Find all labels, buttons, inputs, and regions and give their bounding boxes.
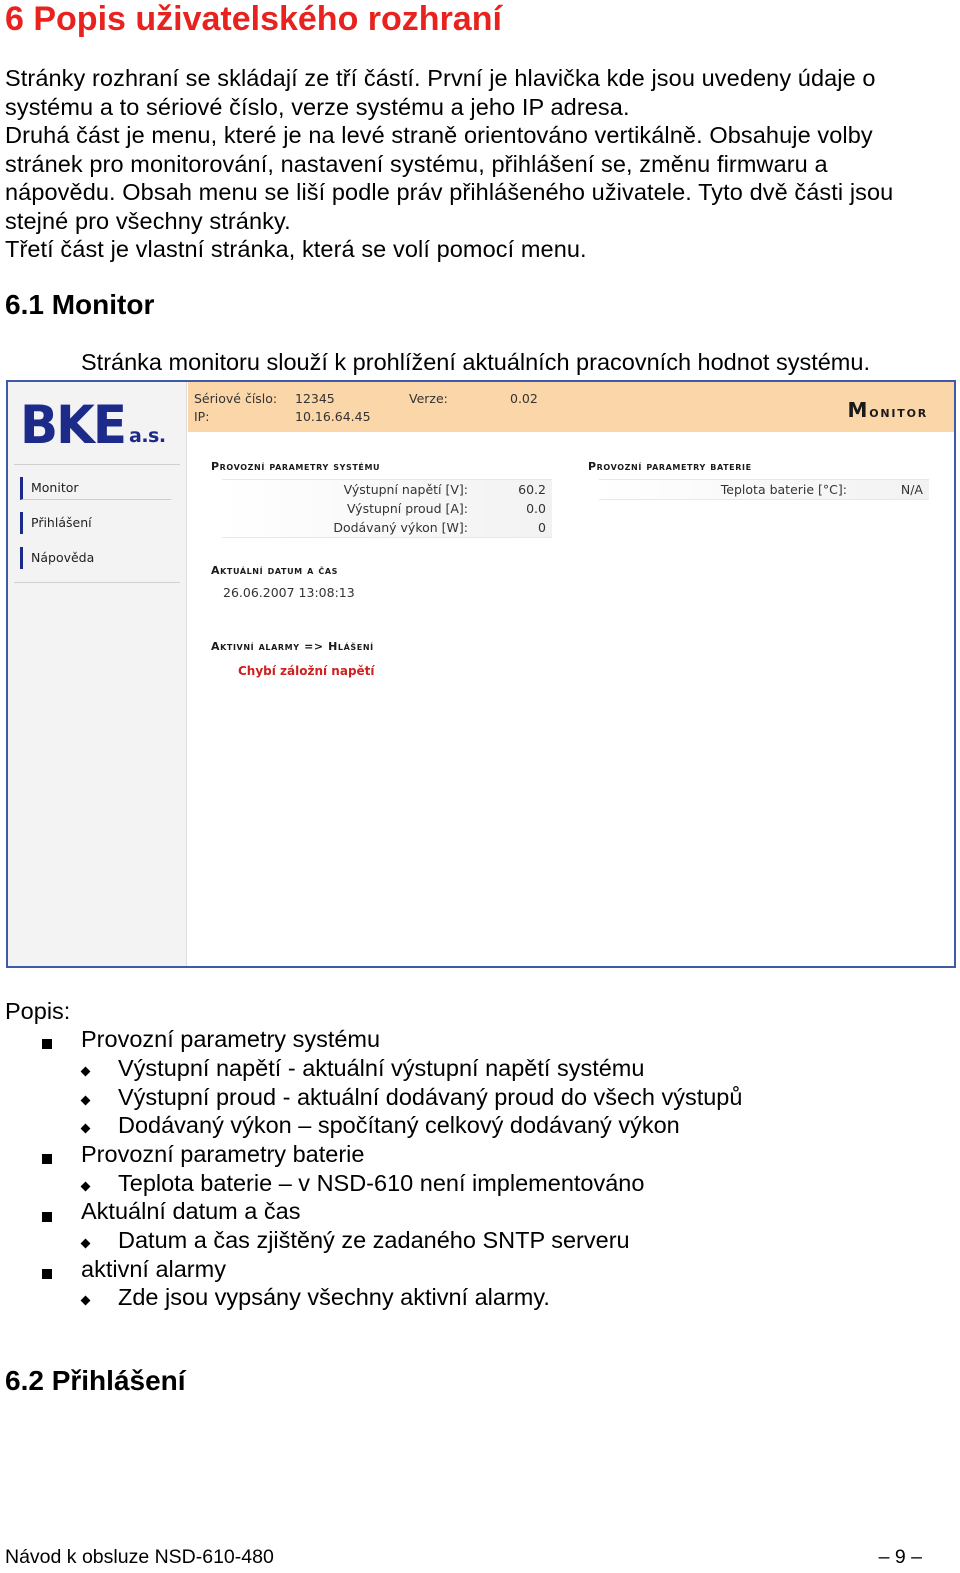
list-item: Zde jsou vypsány všechny aktivní alarmy. [118,1284,550,1310]
list-item: Teplota baterie – v NSD-610 není implementováno [118,1170,645,1196]
table-row: Dodávaný výkon [W]: 0 [222,518,552,537]
figure-caption: Stránka monitoru slouží k prohlížení aktuálních pracovních hodnot systému. [81,349,870,375]
section-title-login: 6.2 Přihlášení [5,1365,186,1396]
section-title-monitor: 6.1 Monitor [5,289,155,320]
square-bullet-icon [42,1212,52,1222]
version-value: 0.02 [510,391,538,406]
ip-value: 10.16.64.45 [295,409,371,424]
intro-line: Třetí část je vlastní stránka, která se volí pomocí menu. [5,236,587,262]
footer-page-number: – 9 – [878,1546,922,1568]
alarms-title: Aktivní alarmy => Hlášení [211,640,374,653]
list-item: Výstupní napětí - aktuální výstupní napětí systému [118,1055,645,1081]
diamond-bullet-icon [81,1182,91,1192]
diamond-bullet-icon [81,1296,91,1306]
datetime-title: Aktuální datum a čas [211,564,339,577]
intro-line: Stránky rozhraní se skládají ze tří částí. První je hlavička kde jsou uvedeny údaje o [5,65,876,91]
system-params-table [222,479,552,538]
sidebar-item-help[interactable]: Nápověda [20,547,171,569]
square-bullet-icon [42,1039,52,1049]
diamond-bullet-icon [81,1067,91,1077]
list-item: Provozní parametry systému [81,1026,381,1052]
intro-line: systému a to sériové číslo, verze systému a jeho IP adresa. [5,93,630,120]
description-title: Popis: [5,998,71,1024]
intro-line: Druhá část je menu, které je na levé straně orientováno vertikálně. Obsahuje volby [5,122,873,148]
intro-line: stejné pro všechny stránky. [5,207,291,234]
page-title: Monitor [847,398,928,422]
square-bullet-icon [42,1154,52,1164]
sidebar [8,382,187,966]
ip-label: IP: [194,409,210,424]
table-row: Výstupní proud [A]: 0.0 [222,499,552,518]
sidebar-item-monitor[interactable]: Monitor [20,477,171,500]
square-bullet-icon [42,1269,52,1279]
serial-value: 12345 [295,391,335,406]
battery-params-title: Provozní parametry baterie [588,460,752,473]
battery-params-table [599,479,929,500]
monitor-screenshot [6,380,956,968]
alarm-item: Chybí záložní napětí [238,664,375,678]
list-item: Provozní parametry baterie [81,1141,365,1167]
diamond-bullet-icon [81,1096,91,1106]
table-row: Teplota baterie [°C]: N/A [599,480,929,499]
header-bar [188,382,954,432]
serial-label: Sériové číslo: [194,391,278,406]
list-item: Aktuální datum a čas [81,1198,301,1224]
intro-line: stránek pro monitorování, nastavení systému, přihlášení se, změnu firmwaru a [5,150,828,177]
list-item: Datum a čas zjištěný ze zadaného SNTP serveru [118,1227,630,1253]
chapter-heading: 6 Popis uživatelského rozhraní [5,0,502,38]
footer-doc-title: Návod k obsluze NSD-610-480 [5,1546,274,1568]
sidebar-item-login[interactable]: Přihlášení [20,512,171,534]
list-item: Dodávaný výkon – spočítaný celkový dodávaný výkon [118,1112,680,1138]
list-item: Výstupní proud - aktuální dodávaný proud do všech výstupů [118,1084,743,1110]
sidebar-divider [14,464,180,465]
bke-logo: BKE a.s. [20,394,166,456]
intro-line: nápovědu. Obsah menu se liší podle práv přihlášeného uživatele. Tyto dvě části jsou [5,179,894,205]
datetime-value: 26.06.2007 13:08:13 [223,585,355,600]
sidebar-divider [14,582,180,583]
diamond-bullet-icon [81,1239,91,1249]
diamond-bullet-icon [81,1124,91,1134]
system-params-title: Provozní parametry systému [211,460,381,473]
version-label: Verze: [409,391,448,406]
table-row: Výstupní napětí [V]: 60.2 [222,480,552,499]
list-item: aktivní alarmy [81,1256,226,1282]
